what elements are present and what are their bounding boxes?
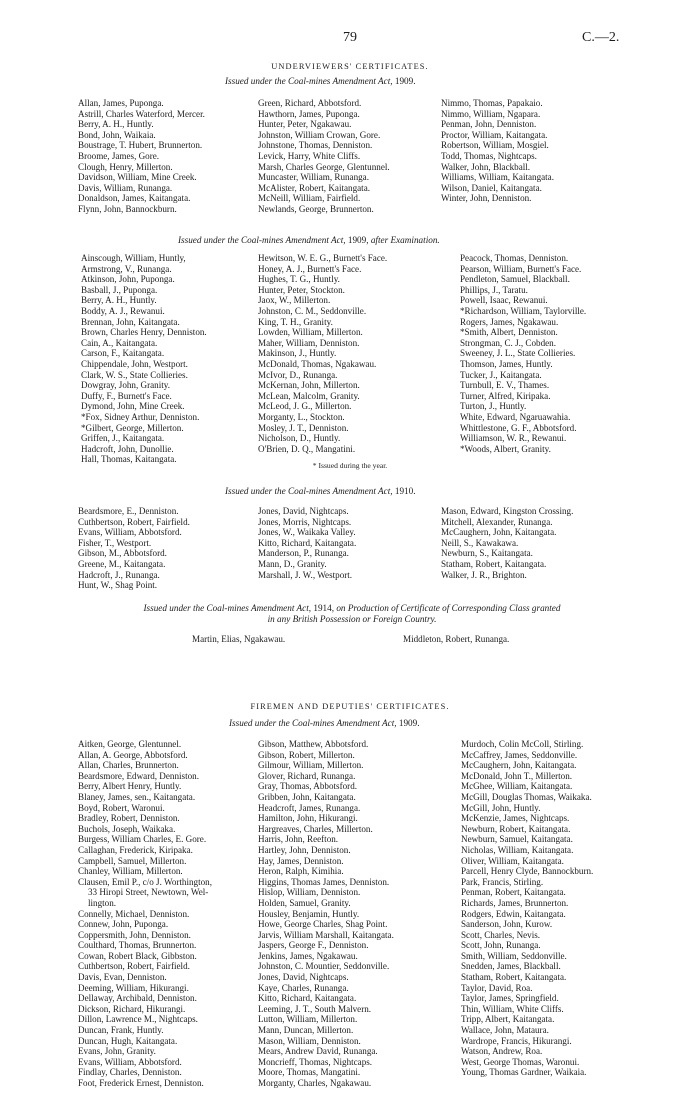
- list-item: Hunt, W., Shag Point.: [78, 580, 158, 591]
- list-item: Johnstone, Thomas, Denniston.: [258, 140, 373, 151]
- list-item: Boustrage, T. Hubert, Brunnerton.: [78, 140, 203, 151]
- list-item: Nicholas, William, Kaitangata.: [461, 844, 574, 855]
- list-item: Jones, David, Nightcaps.: [258, 506, 349, 516]
- list-item: Peacock, Thomas, Denniston.: [460, 253, 569, 263]
- list-item: Hislop, William, Denniston.: [258, 887, 361, 898]
- act-1914-heading: Issued under the Coal-mines Amendment Act, 1914, on Production of Certificate of Corresponding Class granted in any British Possession or Foreign Country.: [143, 603, 561, 624]
- list-item: Heron, Ralph, Kimihia.: [258, 866, 344, 877]
- list-item: Scott, John, Runanga.: [461, 940, 541, 951]
- list-item: Penman, John, Denniston.: [441, 119, 537, 130]
- list-item: Gribben, John, Kaitangata.: [258, 791, 356, 802]
- list-item: Moncrieff, Thomas, Nightcaps.: [258, 1056, 373, 1067]
- list-item: Hunter, Peter, Ngakawau.: [258, 119, 352, 130]
- list-item: Deeming, William, Hikurangi.: [78, 982, 189, 993]
- list-item: Moore, Thomas, Mangatini.: [258, 1067, 361, 1078]
- list-item: Buchols, Joseph, Waikaka.: [78, 823, 176, 834]
- list-item: McIvor, D., Runanga.: [258, 369, 338, 380]
- list-item: *Richardson, William, Taylorville.: [460, 305, 587, 316]
- list-item: Atkinson, John, Puponga.: [81, 274, 175, 285]
- list-item: Clausen, Emil P., c/o J. Worthington,: [78, 876, 212, 887]
- list-item: Hamilton, John, Hikurangi.: [258, 813, 358, 824]
- list-item: Allan, Charles, Brunnerton.: [78, 760, 179, 771]
- list-item: Astrill, Charles Waterford, Mercer.: [78, 108, 205, 119]
- firemen-col3: [461, 739, 593, 1078]
- list-item: Sanderson, John, Kurow.: [461, 919, 553, 930]
- underviewers-exam-col3: [460, 253, 586, 454]
- list-item: Honey, A. J., Burnett's Face.: [258, 263, 362, 274]
- list-item: Burgess, William Charles, E. Gore.: [78, 834, 207, 845]
- list-item: McKernan, John, Millerton.: [258, 380, 360, 391]
- list-item: Jaox, W., Millerton.: [258, 295, 331, 306]
- list-item: Smith, William, Seddonville.: [461, 950, 567, 961]
- list-item: McGill, John, Huntly.: [461, 802, 541, 813]
- list-item: Aitken, George, Glentunnel.: [78, 739, 182, 749]
- underviewers-title: UNDERVIEWERS' CERTIFICATES.: [271, 62, 429, 71]
- list-item: Higgins, Thomas James, Denniston.: [258, 876, 390, 887]
- list-item: Mann, D., Granity.: [258, 558, 327, 569]
- list-item: Blaney, James, sen., Kaitangata.: [78, 791, 196, 802]
- list-item: Carson, F., Kaitangata.: [81, 348, 165, 359]
- list-item: Williamson, W. R., Rewanui.: [460, 433, 567, 444]
- list-item: Broome, James, Gore.: [78, 150, 160, 161]
- list-item: Hargreaves, Charles, Millerton.: [258, 823, 373, 834]
- list-item: Boddy, A. J., Rewanui.: [81, 305, 165, 316]
- list-item: Duncan, Frank, Huntly.: [78, 1025, 164, 1036]
- list-item: Oliver, William, Kaitangata.: [461, 855, 564, 866]
- list-item: McKenzie, James, Nightcaps.: [461, 813, 570, 824]
- list-item: Duncan, Hugh, Kaitangata.: [78, 1035, 178, 1046]
- underviewers-exam-col1: [81, 253, 207, 465]
- list-item: Pearson, William, Burnett's Face.: [460, 263, 582, 274]
- list-item: King, T. H., Granity.: [258, 316, 333, 327]
- list-item: Beardsmore, Edward, Denniston.: [78, 770, 199, 781]
- list-item: Cuthbertson, Robert, Fairfield.: [78, 961, 190, 972]
- list-item: Armstrong, V., Runanga.: [81, 263, 172, 274]
- list-item: Cain, A., Kaitangata.: [81, 337, 158, 348]
- list-item: Davidson, William, Mine Creek.: [78, 172, 197, 183]
- list-item: Hughes, T. G., Huntly.: [258, 274, 340, 285]
- list-item: Hunter, Peter, Stockton.: [258, 284, 345, 295]
- list-item: Gray, Thomas, Abbotsford.: [258, 781, 358, 792]
- list-item: Manderson, P., Runanga.: [258, 548, 349, 559]
- list-item: Mitchell, Alexander, Runanga.: [441, 516, 553, 527]
- list-item: Todd, Thomas, Nightcaps.: [441, 150, 537, 161]
- list-item: Hewitson, W. E. G., Burnett's Face.: [258, 253, 388, 263]
- list-item: Dillon, Lawrence M., Nightcaps.: [78, 1014, 198, 1025]
- list-item: Mason, Edward, Kingston Crossing.: [441, 506, 574, 516]
- list-item: Murdoch, Colin McColl, Stirling.: [461, 739, 584, 749]
- list-item: Mann, Duncan, Millerton.: [258, 1025, 354, 1036]
- list-item: Chippendale, John, Westport.: [81, 358, 188, 369]
- underviewers-exam-col2: [258, 253, 387, 454]
- list-item: Scott, Charles, Nevis.: [461, 929, 541, 940]
- list-item: Jaspers, George F., Denniston.: [258, 940, 369, 951]
- list-item: Gilmour, William, Millerton.: [258, 760, 364, 771]
- list-item: Strongman, C. J., Cobden.: [460, 337, 556, 348]
- list-item: Powell, Isaac, Rewanui.: [460, 295, 548, 306]
- list-item: Callaghan, Frederick, Kiripaka.: [78, 844, 193, 855]
- list-item: Hartley, John, Denniston.: [258, 844, 351, 855]
- list-item: Gibson, M., Abbotsford.: [78, 548, 167, 559]
- list-item: Cowan, Robert Black, Gibbston.: [78, 950, 197, 961]
- list-item: Brennan, John, Kaitangata.: [81, 316, 180, 327]
- list-item: Newburn, S., Kaitangata.: [441, 548, 533, 559]
- list-item: Walker, John, Blackball.: [441, 161, 531, 172]
- list-item: Walker, J. R., Brighton.: [441, 569, 527, 580]
- list-item: McAlister, Robert, Kaitangata.: [258, 182, 371, 193]
- list-item: Pendleton, Samuel, Blackball.: [460, 274, 570, 285]
- list-item: Hay, James, Denniston.: [258, 855, 344, 866]
- list-item: Davis, Evan, Denniston.: [78, 972, 167, 983]
- list-item: Newburn, Robert, Kaitangata.: [461, 823, 571, 834]
- list-item: Green, Richard, Abbotsford.: [258, 98, 362, 108]
- list-item: Dickson, Richard, Hikurangi.: [78, 1003, 186, 1014]
- list-item: Foot, Frederick Ernest, Denniston.: [78, 1078, 204, 1088]
- list-item: McLean, Malcolm, Granity.: [258, 390, 360, 401]
- list-item: Young, Thomas Gardner, Waikaia.: [461, 1067, 587, 1078]
- list-item: Coulthard, Thomas, Brunnerton.: [78, 940, 197, 951]
- list-item: Brown, Charles Henry, Denniston.: [81, 327, 207, 338]
- list-item: Wardrope, Francis, Hikurangi.: [461, 1035, 572, 1046]
- list-item: Berry, A. H., Huntly.: [78, 119, 154, 130]
- list-item: Griffen, J., Kaitangata.: [81, 433, 165, 444]
- list-item: Park, Francis, Stirling.: [461, 876, 544, 887]
- list-item: Campbell, Samuel, Millerton.: [78, 855, 187, 866]
- list-item: lington.: [88, 897, 117, 908]
- list-item: Headcroft, James, Runanga.: [258, 802, 361, 813]
- list-item: Jones, Morris, Nightcaps.: [258, 516, 352, 527]
- list-item: *Fox, Sidney Arthur, Denniston.: [81, 411, 200, 422]
- list-item: McLeod, J. G., Millerton.: [258, 401, 352, 412]
- list-item: Watson, Andrew, Roa.: [461, 1046, 543, 1057]
- list-item: Lutton, William, Millerton.: [258, 1014, 358, 1025]
- list-item: Gibson, Matthew, Abbotsford.: [258, 739, 369, 749]
- list-item: Rodgers, Edwin, Kaitangata.: [461, 908, 566, 919]
- list-item: Duffy, F., Burnett's Face.: [81, 390, 172, 401]
- list-item: Hall, Thomas, Kaitangata.: [81, 454, 177, 465]
- list-item: Basball, J., Puponga.: [81, 284, 158, 295]
- list-item: Hadcroft, J., Runanga.: [78, 569, 160, 580]
- list-item: Dymond, John, Mine Creek.: [81, 401, 185, 412]
- list-item: Gibson, Robert, Millerton.: [258, 749, 355, 760]
- list-item: Muncaster, William, Runanga.: [258, 172, 369, 183]
- list-item: Berry, A. H., Huntly.: [81, 295, 157, 306]
- list-item: White, Edward, Ngaruawahia.: [460, 411, 571, 422]
- list-item: Marsh, Charles George, Glentunnel.: [258, 161, 390, 172]
- list-item: Penman, Robert, Kaitangata.: [461, 887, 566, 898]
- list-item: Bradley, Robert, Denniston.: [78, 813, 180, 824]
- list-item: Leeming, J. T., South Malvern.: [258, 1003, 372, 1014]
- list-item: Proctor, William, Kaitangata.: [441, 129, 548, 140]
- list-item: Jones, W., Waikaka Valley.: [258, 527, 356, 538]
- list-item: Glover, Richard, Runanga.: [258, 770, 356, 781]
- list-item: Ainscough, William, Huntly,: [81, 253, 186, 263]
- list-item: Kitto, Richard, Kaitangata.: [258, 537, 357, 548]
- list-item: *Smith, Albert, Denniston.: [460, 327, 558, 338]
- list-item: Jenkins, James, Ngakawau.: [258, 950, 358, 961]
- list-item: Nimmo, Thomas, Papakaio.: [441, 98, 543, 108]
- list-item: Winter, John, Denniston.: [441, 193, 532, 204]
- foreign-name-1: Martin, Elias, Ngakawau.: [192, 634, 286, 644]
- list-item: Clough, Henry, Millerton.: [78, 161, 173, 172]
- list-item: Statham, Robert, Kaitangata.: [441, 558, 547, 569]
- act-1909-exam-heading: Issued under the Coal-mines Amendment Act, 1909, after Examination.: [178, 235, 440, 245]
- list-item: Sweeney, J. L., State Collieries.: [460, 348, 576, 359]
- list-item: *Woods, Albert, Granity.: [460, 443, 551, 454]
- underviewers-1910-col2: [258, 506, 356, 580]
- list-item: Turton, J., Huntly.: [460, 401, 527, 412]
- underviewers-1909-col2: [258, 98, 390, 215]
- list-item: Lowden, William, Millerton.: [258, 327, 363, 338]
- list-item: Evans, William, Abbotsford.: [78, 527, 182, 538]
- list-item: Statham, Robert, Kaitangata.: [461, 972, 567, 983]
- firemen-col1: [78, 739, 212, 1089]
- list-item: Mason, William, Denniston.: [258, 1035, 361, 1046]
- page-reference: C.—2.: [582, 30, 620, 45]
- list-item: Clark, W. S., State Collieries.: [81, 369, 188, 380]
- list-item: Dellaway, Archibald, Denniston.: [78, 993, 197, 1004]
- list-item: Allan, A. George, Abbotsford.: [78, 749, 188, 760]
- list-item: Levick, Harry, White Cliffs.: [258, 150, 361, 161]
- list-item: Thin, William, White Cliffs.: [461, 1003, 564, 1014]
- underviewers-1910-col3: [441, 506, 573, 580]
- list-item: Findlay, Charles, Denniston.: [78, 1067, 182, 1078]
- list-item: Maher, William, Denniston.: [258, 337, 360, 348]
- firemen-col2: [258, 739, 394, 1089]
- list-item: *Gilbert, George, Millerton.: [81, 422, 184, 433]
- list-item: Taylor, James, Springfield.: [461, 993, 559, 1004]
- list-item: Johnston, William Crowan, Gore.: [258, 129, 381, 140]
- list-item: Nicholson, D., Huntly.: [258, 433, 341, 444]
- list-item: Newburn, Samuel, Kaitangata.: [461, 834, 573, 845]
- underviewers-1910-col1: [78, 506, 190, 591]
- list-item: McDonald, Thomas, Ngakawau.: [258, 358, 377, 369]
- list-item: McNeill, William, Fairfield.: [258, 193, 361, 204]
- list-item: Marshall, J. W., Westport.: [258, 569, 353, 580]
- list-item: Connelly, Michael, Denniston.: [78, 908, 190, 919]
- list-item: Newlands, George, Brunnerton.: [258, 203, 374, 214]
- list-item: Allan, James, Puponga.: [78, 98, 164, 108]
- list-item: Jones, David, Nightcaps.: [258, 972, 349, 983]
- list-item: Nimmo, William, Ngapara.: [441, 108, 541, 119]
- list-item: 33 Hiropi Street, Newtown, Wel-: [88, 887, 209, 898]
- list-item: O'Brien, D. Q., Mangatini.: [258, 443, 356, 454]
- list-item: Beardsmore, E., Denniston.: [78, 506, 179, 516]
- list-item: Kaye, Charles, Runanga.: [258, 982, 349, 993]
- list-item: Turnbull, E. V., Thames.: [460, 380, 550, 391]
- list-item: Morganty, Charles, Ngakawau.: [258, 1078, 372, 1088]
- list-item: Whittlestone, G. F., Abbotsford.: [460, 422, 577, 433]
- list-item: Tucker, J., Kaitangata.: [460, 369, 542, 380]
- list-item: Evans, John, Granity.: [78, 1046, 156, 1057]
- list-item: Dowgray, John, Granity.: [81, 380, 170, 391]
- list-item: Boyd, Robert, Waronui.: [78, 802, 165, 813]
- firemen-title: FIREMEN AND DEPUTIES' CERTIFICATES.: [250, 702, 450, 711]
- foreign-name-2: Middleton, Robert, Runanga.: [403, 634, 510, 644]
- list-item: Flynn, John, Bannockburn.: [78, 203, 177, 214]
- list-item: Jarvis, William Marshall, Kaitangata.: [258, 929, 394, 940]
- list-item: McGill, Douglas Thomas, Waikaka.: [461, 791, 592, 802]
- footnote: * Issued during the year.: [312, 461, 388, 470]
- list-item: Berry, Albert Henry, Huntly.: [78, 781, 182, 792]
- underviewers-1909-col1: [78, 98, 205, 215]
- list-item: Bond, John, Waikaia.: [78, 129, 156, 140]
- list-item: Phillips, J., Taratu.: [460, 284, 528, 295]
- act-1910-heading: Issued under the Coal-mines Amendment Act, 1910.: [225, 486, 416, 496]
- list-item: McCaughern, John, Kaitangata.: [461, 760, 577, 771]
- list-item: Taylor, David, Roa.: [461, 982, 533, 993]
- list-item: Wallace, John, Mataura.: [461, 1025, 549, 1036]
- list-item: Turner, Alfred, Kiripaka.: [460, 390, 551, 401]
- list-item: Thomson, James, Huntly.: [460, 358, 553, 369]
- list-item: Parcell, Henry Clyde, Bannockburn.: [461, 866, 594, 877]
- list-item: Rogers, James, Ngakawau.: [460, 316, 559, 327]
- list-item: Makinson, J., Huntly.: [258, 348, 337, 359]
- list-item: McCaughern, John, Kaitangata.: [441, 527, 557, 538]
- list-item: Donaldson, James, Kaitangata.: [78, 193, 191, 204]
- list-item: Hadcroft, John, Dunollie.: [81, 443, 174, 454]
- list-item: Johnston, C. Mountier, Seddonville.: [258, 961, 390, 972]
- page-number: 79: [343, 30, 357, 45]
- list-item: Connew, John, Puponga.: [78, 919, 169, 930]
- list-item: Greene, M., Kaitangata.: [78, 558, 166, 569]
- list-item: Davis, William, Runanga.: [78, 182, 173, 193]
- list-item: Johnston, C. M., Seddonville.: [258, 305, 367, 316]
- firemen-heading: Issued under the Coal-mines Amendment Act, 1909.: [229, 718, 420, 728]
- list-item: McGhee, William, Kaitangata.: [461, 781, 573, 792]
- list-item: Neill, S., Kawakawa.: [441, 537, 519, 548]
- list-item: Kitto, Richard, Kaitangata.: [258, 993, 357, 1004]
- list-item: Robertson, William, Mosgiel.: [441, 140, 549, 151]
- underviewers-1909-col3: [441, 98, 554, 204]
- act-1909-heading: Issued under the Coal-mines Amendment Act, 1909.: [225, 76, 416, 86]
- list-item: Snedden, James, Blackball.: [461, 961, 561, 972]
- list-item: Howe, George Charles, Shag Point.: [258, 919, 388, 930]
- list-item: West, George Thomas, Waronui.: [461, 1056, 580, 1067]
- list-item: Evans, William, Abbotsford.: [78, 1056, 182, 1067]
- list-item: Tripp, Albert, Kaitangata.: [461, 1014, 555, 1025]
- list-item: Mosley, J. T., Denniston.: [258, 422, 349, 433]
- list-item: Housley, Benjamin, Huntly.: [258, 908, 360, 919]
- list-item: Wilson, Daniel, Kaitangata.: [441, 182, 542, 193]
- list-item: Fisher, T., Westport.: [78, 537, 152, 548]
- list-item: McCaffrey, James, Seddonville.: [461, 749, 578, 760]
- list-item: Hawthorn, James, Puponga.: [258, 108, 360, 119]
- list-item: Harris, John, Reefton.: [258, 834, 339, 845]
- list-item: Cuthbertson, Robert, Fairfield.: [78, 516, 190, 527]
- list-item: Mears, Andrew David, Runanga.: [258, 1046, 378, 1057]
- list-item: McDonald, John T., Millerton.: [461, 770, 573, 781]
- list-item: Williams, William, Kaitangata.: [441, 172, 554, 183]
- list-item: Coppersmith, John, Denniston.: [78, 929, 191, 940]
- list-item: Morganty, L., Stockton.: [258, 411, 345, 422]
- list-item: Richards, James, Brunnerton.: [461, 897, 569, 908]
- list-item: Chanley, William, Millerton.: [78, 866, 183, 877]
- list-item: Holden, Samuel, Granity.: [258, 897, 351, 908]
